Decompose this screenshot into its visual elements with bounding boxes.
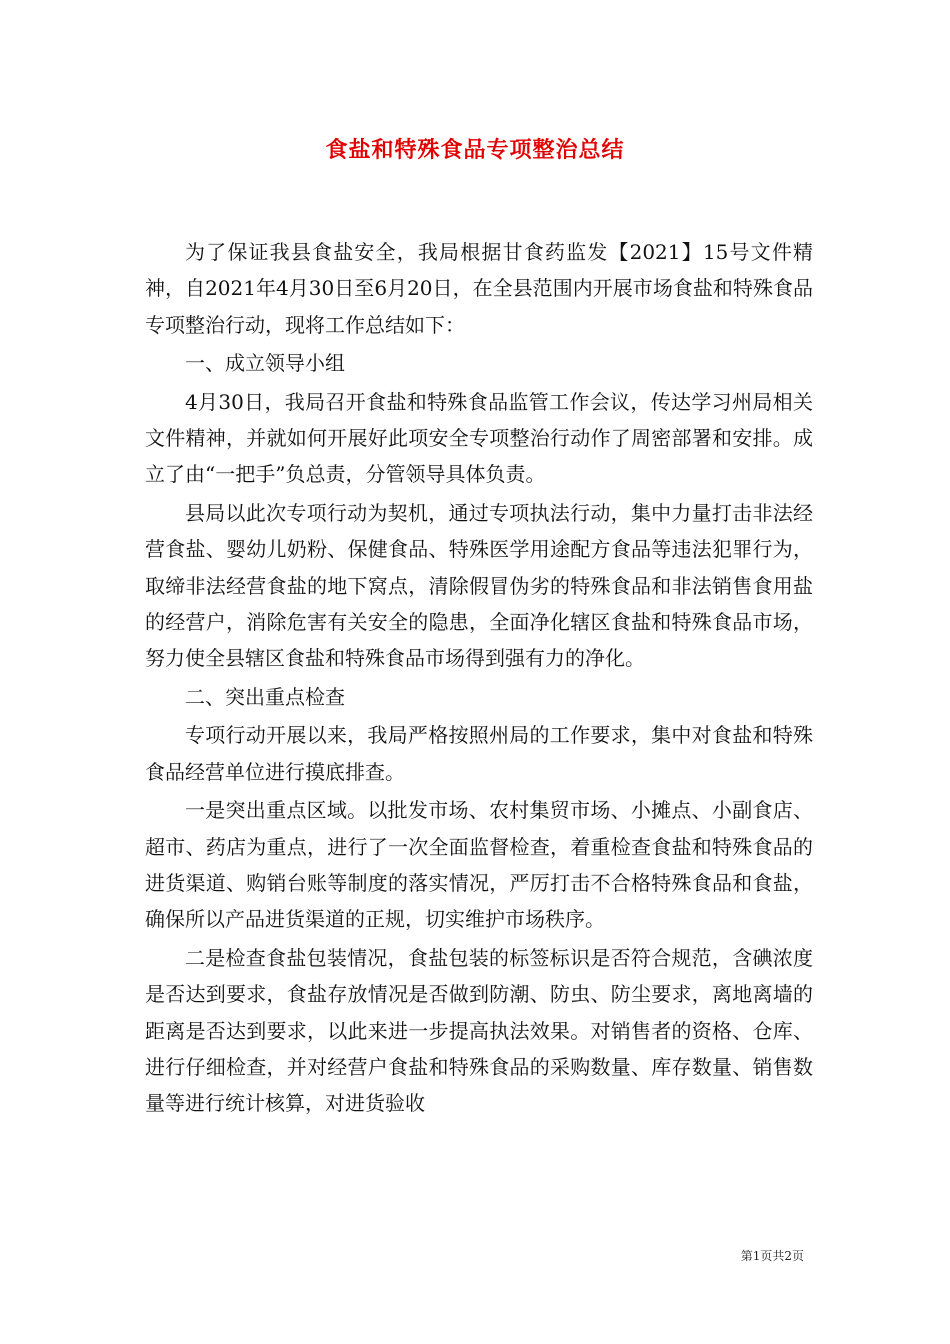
section-heading-2: 二、突出重点检查 bbox=[185, 684, 345, 709]
paragraph-inspection-overview: 专项行动开展以来，我局严格按照州局的工作要求，集中对食盐和特殊食品经营单位进行摸底排查。 bbox=[145, 723, 813, 784]
paragraph-enforcement-action: 县局以此次专项行动为契机，通过专项执法行动，集中力量打击非法经营食盐、婴幼儿奶粉、保健食品、特殊医学用途配方食品等违法犯罪行为，取缔非法经营食盐的地下窝点，清除假冒伪劣的特殊食品和非法销售食用盐的经营户，消除危害有关安全的隐患，全面净化辖区食盐和特殊食品市场，努力使全县辖区食盐和特殊食品市场得到强有力的净化。 bbox=[145, 500, 813, 671]
paragraph-key-areas: 一是突出重点区域。以批发市场、农村集贸市场、小摊点、小副食店、超市、药店为重点，进行了一次全面监督检查，着重检查食盐和特殊食品的进货渠道、购销台账等制度的落实情况，严厉打击不合格特殊食品和食盐，确保所以产品进货渠道的正规，切实维护市场秩序。 bbox=[145, 798, 813, 932]
paragraph-leadership-meeting: 4月30日，我局召开食盐和特殊食品监管工作会议，传达学习州局相关文件精神，并就如何开展好此项安全专项整治行动作了周密部署和安排。成立了由“一把手”负总责，分管领导具体负责。 bbox=[145, 389, 813, 487]
section-heading-1: 一、成立领导小组 bbox=[185, 351, 345, 376]
document-body bbox=[145, 234, 813, 1124]
page-number: 第1页共2页 bbox=[740, 1249, 804, 1263]
document-title: 食盐和特殊食品专项整治总结 bbox=[325, 137, 625, 163]
paragraph-packaging-check: 二是检查食盐包装情况，食盐包装的标签标识是否符合规范，含碘浓度是否达到要求，食盐存放情况是否做到防潮、防虫、防尘要求，离地离墙的距离是否达到要求，以此来进一步提高执法效果。对销售者的资格、仓库、进行仔细检查，并对经营户食盐和特殊食品的采购数量、库存数量、销售数量等进行统计核算，对进货验收 bbox=[145, 945, 813, 1116]
paragraph-intro: 为了保证我县食盐安全，我局根据甘食药监发【2021】15号文件精神，自2021年4月30日至6月20日，在全县范围内开展市场食盐和特殊食品专项整治行动，现将工作总结如下： bbox=[145, 240, 813, 337]
